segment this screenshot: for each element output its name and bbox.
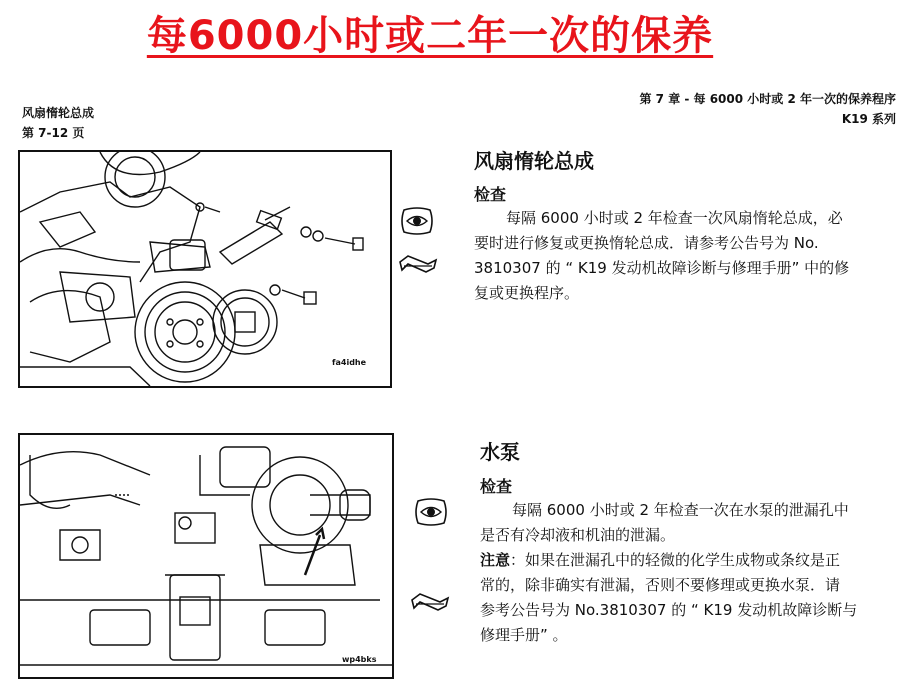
note-label: 注意 [480, 551, 511, 569]
section2-note-line-2: 常的，除非确实有泄漏，否则不要修理或更换水泵．请 [480, 576, 841, 594]
water-pump-figure [18, 433, 394, 679]
slide-title: 每6000小时或二年一次的保养 [146, 13, 714, 59]
section1-line-2: 要时进行修复或更换惰轮总成．请参考公告号为 No. [474, 234, 819, 252]
header-chapter: 第 7 章 - 每 6000 小时或 2 年一次的保养程序 [639, 92, 896, 106]
section1-subheading: 检查 [474, 185, 507, 204]
section1-line-1: 每隔 6000 小时或 2 年检查一次风扇惰轮总成，必 [506, 209, 843, 227]
wrench-icon-2 [410, 590, 450, 614]
section2-note-line-4: 修理手册” 。 [480, 626, 568, 644]
section1-line-3: 3810307 的 “ K19 发动机故障诊断与修理手册” 中的修 [474, 259, 850, 277]
fan-idler-drawing [20, 152, 390, 386]
header-section-name: 风扇惰轮总成 [22, 106, 95, 120]
eye-icon [400, 206, 434, 236]
water-pump-drawing [20, 435, 392, 677]
section1-line-4: 复或更换程序。 [474, 284, 580, 302]
section2-heading: 水泵 [480, 440, 520, 464]
section2-line-1: 每隔 6000 小时或 2 年检查一次在水泵的泄漏孔中 [512, 501, 849, 519]
header-series: K19 系列 [841, 112, 896, 126]
eye-icon-2 [414, 497, 448, 527]
section1-body [474, 206, 904, 306]
section2-subheading: 检查 [480, 477, 513, 496]
section1-heading: 风扇惰轮总成 [474, 149, 594, 173]
figure2-code: wp4bks [342, 655, 377, 664]
section2-note-line-1: 注意：如果在泄漏孔中的轻微的化学生成物或条纹是正 [480, 551, 841, 569]
figure1-code: fa4idhe [332, 358, 367, 367]
section2-line-2: 是否有冷却液和机油的泄漏。 [480, 526, 676, 544]
wrench-icon [398, 252, 438, 276]
section2-body [480, 498, 904, 648]
fan-idler-figure [18, 150, 392, 388]
header-page-number: 第 7-12 页 [22, 126, 85, 140]
section2-note-line-3: 参考公告号为 No.3810307 的 “ K19 发动机故障诊断与 [480, 601, 858, 619]
